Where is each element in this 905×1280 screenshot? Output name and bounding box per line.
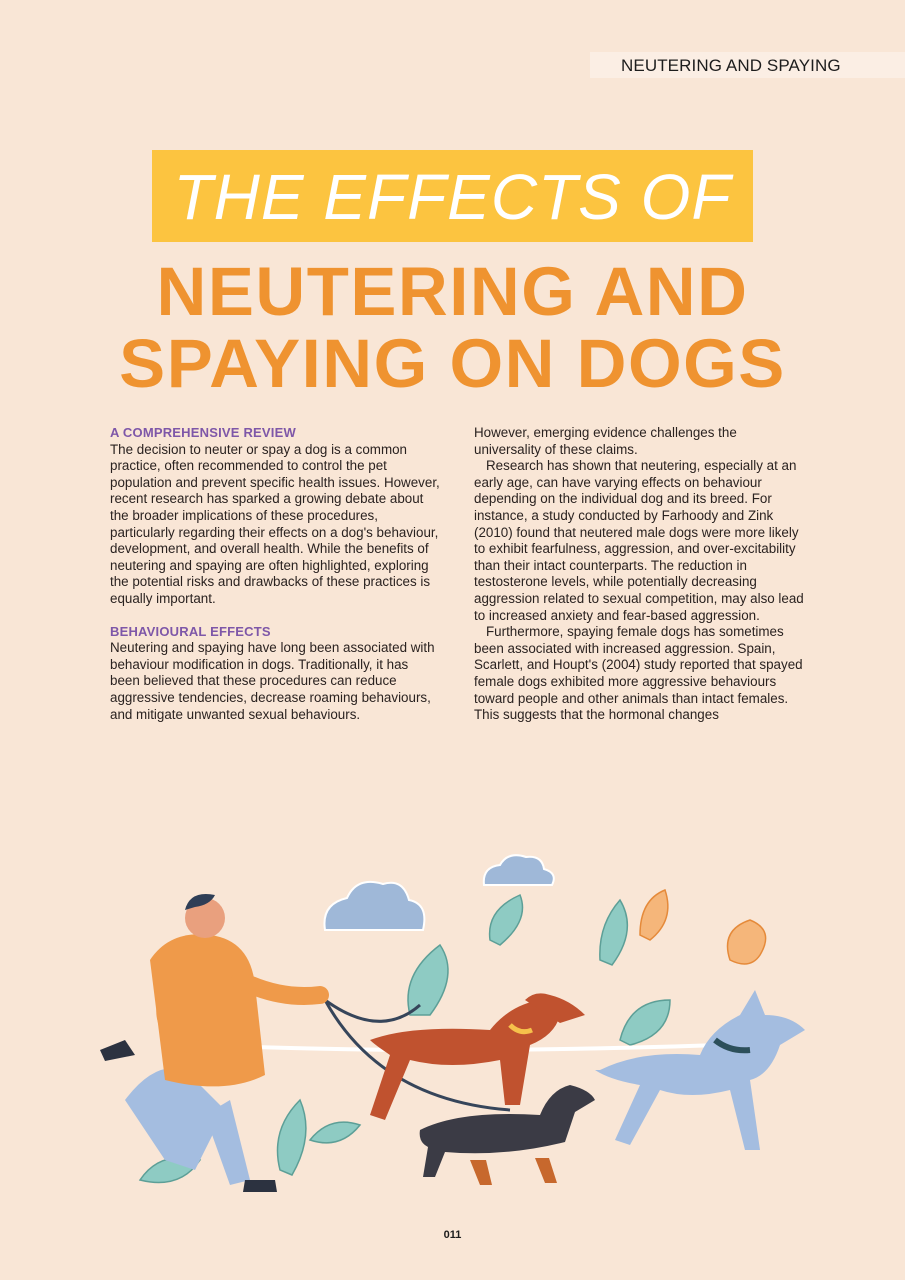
body-paragraph: However, emerging evidence challenges the universality of these claims. (474, 425, 737, 457)
body-paragraph: Neutering and spaying have long been associated with behaviour modification in dogs. Traditionally, it has been believed that these procedures can reduce aggressive tendencies, decrease roaming behaviours, and mitigate unwanted sexual behaviours. (110, 640, 435, 722)
title-kicker-box (152, 150, 753, 242)
article-column-left (110, 425, 440, 723)
man-walking-dogs-illustration (80, 840, 825, 1230)
section-heading: A COMPREHENSIVE REVIEW (110, 425, 296, 440)
headline-line-2: SPAYING ON DOGS (119, 325, 786, 402)
body-paragraph: Furthermore, spaying female dogs has sometimes been associated with increased aggression. Spain, Scarlett, and Houpt's (2004) study reported that spayed female dogs exhibited more aggressive behaviours toward people and other animals than intact females. This suggests that the hormonal changes (474, 624, 803, 723)
title-kicker: THE EFFECTS OF (173, 161, 732, 233)
leaf-icon (640, 890, 766, 964)
page-number: 011 (443, 1229, 462, 1241)
section-tag-label: NEUTERING AND SPAYING (621, 56, 841, 75)
article-column-right (474, 425, 804, 724)
section-heading: BEHAVIOURAL EFFECTS (110, 623, 271, 639)
body-paragraph: Research has shown that neutering, especially at an early age, can have varying effects on behaviour depending on the individual dog and its breed. For instance, a study conducted by Farhoody and Zink (2010) found that neutered male dogs were more likely to exhibit fearfulness, aggression, and over-excitability than their intact counterparts. The reduction in testosterone levels, while potentially decreasing aggression related to sexual competition, may also lead to increased anxiety and fear-based aggression. (474, 458, 804, 623)
blue-dog-figure (595, 990, 805, 1150)
body-paragraph: The decision to neuter or spay a dog is a common practice, often recommended to control the pet population and prevent specific health issues. However, recent research has sparked a growing debate about the broader implications of these procedures, particularly regarding their effects on a dog's behaviour, development, and overall health. While the benefits of neutering and spaying are often highlighted, exploring the potential risks and drawbacks of these practices is equally important. (110, 441, 440, 606)
headline-line-1: NEUTERING AND (156, 253, 749, 330)
section-tag (590, 52, 905, 78)
